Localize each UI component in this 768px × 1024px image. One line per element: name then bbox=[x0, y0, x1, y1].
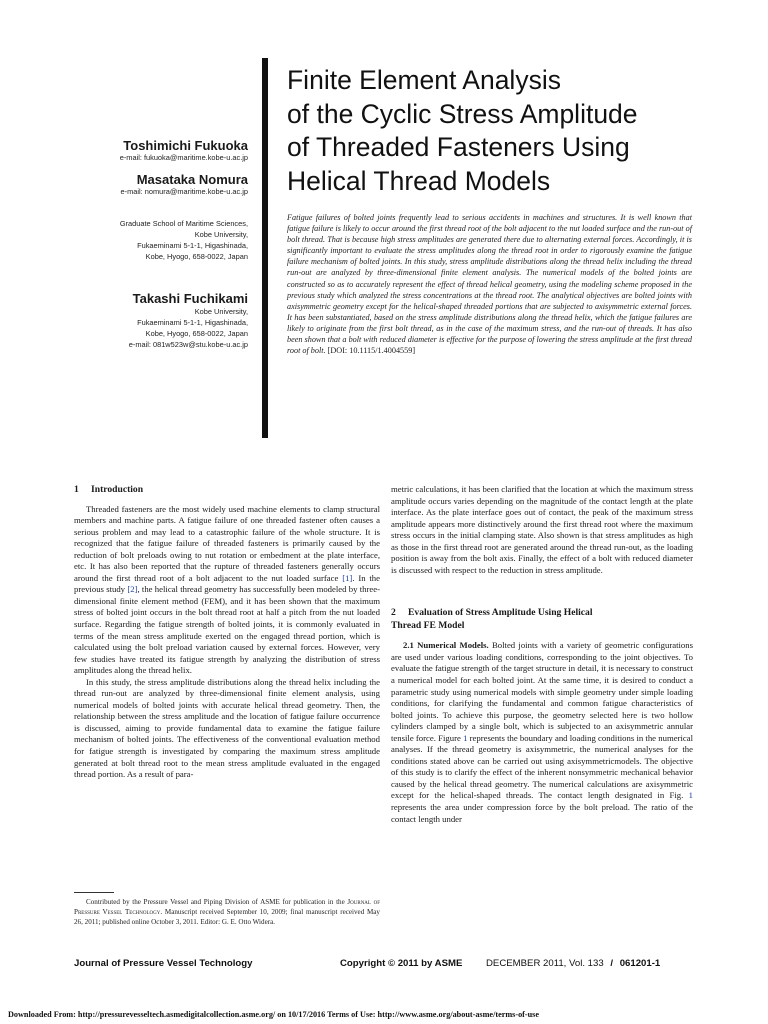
paragraph bbox=[391, 640, 693, 825]
author-email-1: e-mail: fukuoka@maritime.kobe-u.ac.jp bbox=[119, 153, 248, 162]
citation-link[interactable]: [2] bbox=[127, 584, 138, 595]
footer-copyright: Copyright © 2011 by ASME bbox=[340, 958, 463, 969]
title-line: Finite Element Analysis bbox=[287, 65, 561, 95]
footer-issue bbox=[486, 958, 660, 969]
title-line: of the Cyclic Stress Amplitude bbox=[287, 98, 638, 129]
section-title-cont: Thread FE Model bbox=[391, 620, 465, 632]
abstract bbox=[287, 212, 692, 356]
text-run: Contributed by the Pressure Vessel and Piping Division of ASME for publication in the bbox=[86, 898, 348, 906]
paper-title bbox=[287, 64, 707, 198]
footnote bbox=[74, 897, 380, 928]
figure-link[interactable]: 1 bbox=[463, 732, 468, 743]
section-1-heading bbox=[74, 484, 380, 496]
author-name-3: Takashi Fuchikami bbox=[132, 291, 248, 306]
issue-info: DECEMBER 2011, Vol. 133 bbox=[486, 958, 604, 969]
affiliation-line: Kobe University, bbox=[194, 230, 248, 239]
text-run: . Manuscript received September 10, 2009; final manuscript received May 26, 2011; published online October 3, 2011. Editor: G. E. Otto Widera. bbox=[74, 908, 380, 927]
subsection-title: Numerical Models. bbox=[417, 640, 489, 651]
author-name-1: Toshimichi Fukuoka bbox=[123, 138, 248, 153]
title-accent-bar bbox=[262, 58, 268, 438]
affiliation-line: Fukaeminami 5-1-1, Higashinada, bbox=[137, 318, 248, 327]
author-email-2: e-mail: nomura@maritime.kobe-u.ac.jp bbox=[120, 187, 248, 196]
affiliation-line: e-mail: 081w523w@stu.kobe-u.ac.jp bbox=[128, 340, 248, 349]
paragraph bbox=[74, 504, 380, 677]
section-2-heading bbox=[391, 606, 693, 632]
section-title: Evaluation of Stress Amplitude Using Helical bbox=[408, 607, 593, 619]
doi[interactable]: [DOI: 10.1115/1.4004559] bbox=[327, 346, 416, 356]
title-line: Helical Thread Models bbox=[287, 165, 551, 196]
journal-name: Journal of Pressure Vessel Technology bbox=[74, 898, 380, 917]
affiliation-line: Kobe University, bbox=[194, 307, 248, 316]
section-number: 1 bbox=[74, 484, 79, 495]
title-line: of Threaded Fasteners Using bbox=[287, 132, 630, 162]
text-run: Bolted joints with a variety of geometric configurations are used under various loading conditions, corresponding to the joint objectives. To evaluate the fatigue strength of the target structure in detail, it is necessary to construct a numerical model for each bolted joint. At the same time, it is desired to conduct a parametric study using numerical models with simple geometry under simple loading conditions, for clarifying the fundamental and common fatigue characteristics of bolted joints. To achieve this purpose, the geometry selected here is two hollow cylinders clamped by a single bolt, which is subjected to an axisymmetric annular tensile force. Figure bbox=[391, 640, 693, 743]
page-number: 061201-1 bbox=[619, 958, 661, 969]
section-number: 2 bbox=[391, 607, 396, 619]
footer-journal: Journal of Pressure Vessel Technology bbox=[74, 958, 253, 969]
affiliation-line: Graduate School of Maritime Sciences, bbox=[119, 219, 248, 228]
section-title: Introduction bbox=[91, 484, 144, 495]
figure-link[interactable]: 1 bbox=[688, 790, 693, 801]
abstract-text: Fatigue failures of bolted joints frequently lead to serious accidents in machines and structures. It is well known that fatigue failure is likely to occur around the first thread root of the bolt adjacent to the nut loaded surface and the run-out of bolt thread. That is because high stress amplitudes are generated there due to alternating external forces. Accordingly, it is significantly important to evaluate the stress amplitudes along the thread root in order to rigorously examine the fatigue failure mechanism of bolted joints. In this study, stress amplitude distributions along the thread helix including the thread run-out are analyzed by three-dimensional finite element analysis. The numerical models of the bolted joints are constructed so as to accurately represent the effect of thread helical geometry, using the modeling scheme proposed in the previous study which analyzed the stress concentrations at the thread root. The analytical objectives are bolted joints with axisymmetric geometry except for the helical-shaped threaded portions that are subjected to axisymmetric external forces. It has been substantiated, based on the stress amplitude distributions along the thread helix, which the fatigue failures are likely to originate from the first bolt thread, as in the case of the maximum stress, and the run-out of threads. It has also been shown that a bolt with reduced diameter is effective for the purpose of lowering the stress amplitude at the first thread root of bolt. bbox=[287, 213, 692, 356]
author-affiliation-2 bbox=[48, 306, 248, 350]
subsection-number: 2.1 bbox=[403, 640, 414, 651]
text-run: , the helical thread geometry has successfully been modeled by three-dimensional finite element method (FEM), and it has been shown that the maximum stress of bolted joint occurs in the bolt thread root at half a pitch from the nut loaded surface. Regarding the fatigue strength of bolted joints, it is commonly evaluated in terms of the mean stress amplitude exerted on the engaged thread portion, which is calculated using the bolt preload variation caused by external forces. However, very few studies have treated its fatigue strength by analyzing the distribution of stress amplitudes along the thread helix. bbox=[74, 584, 381, 676]
footnote-rule bbox=[74, 892, 114, 893]
affiliation-line: Kobe, Hyogo, 658-0022, Japan bbox=[145, 329, 248, 338]
separator: / bbox=[610, 958, 614, 969]
text-run: . In the previous study bbox=[74, 572, 380, 595]
download-notice[interactable]: Downloaded From: http://pressurevesseltech.asmedigitalcollection.asme.org/ on 10/17/2016 Terms of Use: http://www.asme.org/about-asme/terms-of-use bbox=[8, 1010, 539, 1019]
author-name-2: Masataka Nomura bbox=[136, 172, 248, 187]
citation-link[interactable]: [1] bbox=[342, 572, 353, 583]
affiliation-line: Kobe, Hyogo, 658-0022, Japan bbox=[145, 252, 248, 261]
author-affiliation-1 bbox=[48, 218, 248, 262]
affiliation-line: Fukaeminami 5-1-1, Higashinada, bbox=[137, 241, 248, 250]
text-run: represents the area under compression force by the bolt preload. The ratio of the contact length under bbox=[391, 802, 693, 824]
paragraph: metric calculations, it has been clarified that the location at which the maximum stress amplitude occurs varies depending on the magnitude of the contact length at the plate interface. As the plate interface goes out of contact, the peak of the maximum stress amplitude appears more distinctively around the first thread root where the maximum stress occurs in the initial clamping state. Also shown is that stress amplitudes as high as those in the first thread root are generated around the thread run-out, as the loading position is away from the bolt axis. Finally, the effect of a bolt with reduced diameter is discussed with respect to the reduction in stress amplitude. bbox=[391, 484, 693, 575]
left-column bbox=[74, 484, 380, 781]
right-column bbox=[391, 484, 693, 825]
text-run: Threaded fasteners are the most widely used machine elements to clamp structural members and machine parts. A fatigue failure of one threaded fastener often causes a serious problem and may lead to a catastrophic failure of the whole structure. It is recognized that the fatigue failure of threaded fasteners is primarily caused by the reduction of bolt preloads owing to nut rotation or embedment at the plate interface, etc. It has also been reported that the rupture of threaded fasteners generally occurs around the first thread root of a bolt adjacent to the nut loaded surface bbox=[74, 503, 380, 583]
paragraph: In this study, the stress amplitude distributions along the thread helix including the thread run-out are analyzed by three-dimensional finite element analysis, using numerical models of bolted joints with accurate helical thread geometry. Then, the relationship between the stress amplitude and the location of fatigue failure occurrence is discussed, aiming to provide fundamental data to examine the fatigue failure mechanism of bolted joints. The effectiveness of the conventional evaluation method for fatigue strength is investigated by comparing the maximum stress amplitude generated at bolt thread root to the mean stress amplitude evaluated in the engaged thread portion. As a result of para- bbox=[74, 676, 380, 780]
text-run: represents the boundary and loading conditions in the numerical analyses. If the thread geometry is axisymmetric, the numerical analyses for the conditions stated above can be carried out using axisymmetricmodels. The objective of this study is to clarify the effect of the inherent nonsymmetric mechanical behavior caused by the helical thread geometry. The numerical calculations are axisymmetric except for the helical-shaped threads. The contact length designated in Fig. bbox=[391, 732, 694, 801]
